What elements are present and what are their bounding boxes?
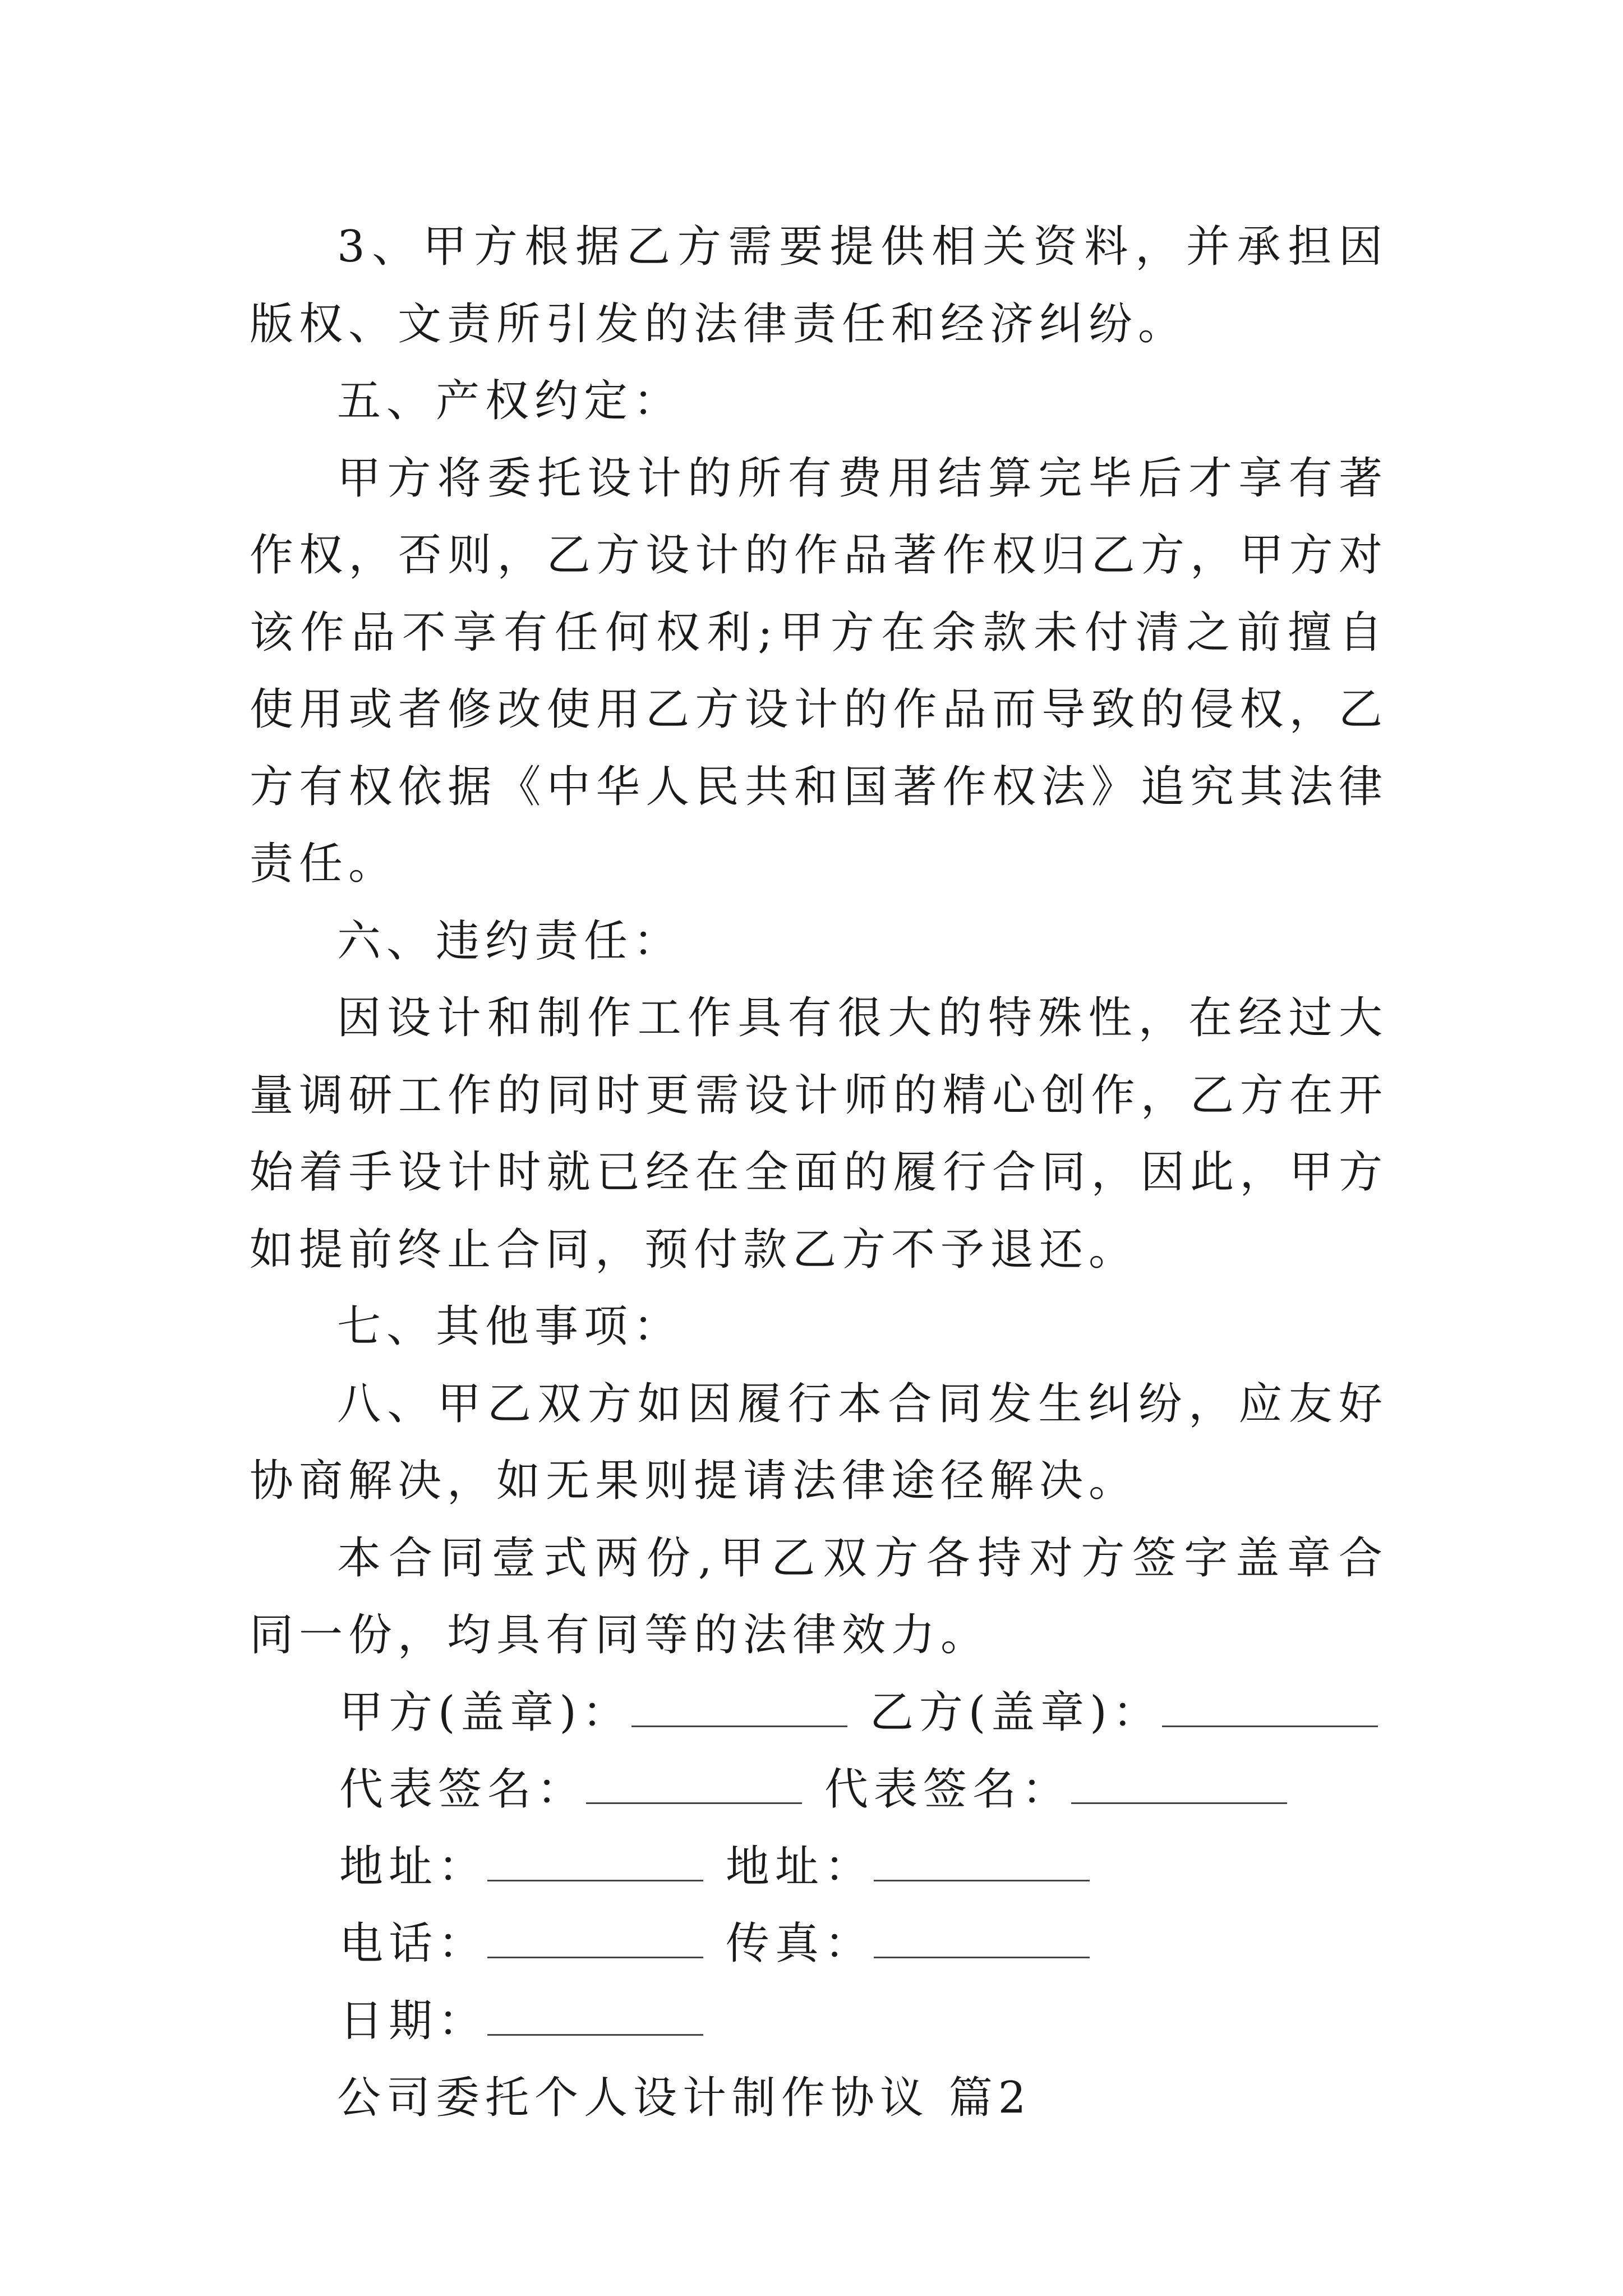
rep-a-label: 代表签名： bbox=[339, 1764, 587, 1815]
party-b-seal-label: 乙方(盖章)： bbox=[869, 1687, 1162, 1738]
heading-property-rights: 五、产权约定： bbox=[337, 376, 683, 426]
signature-row-date bbox=[339, 1983, 1388, 2060]
date-label: 日期： bbox=[339, 1995, 488, 2046]
address-a-blank bbox=[487, 1846, 703, 1881]
party-a-seal-blank bbox=[631, 1692, 847, 1727]
next-section-title: 公司委托个人设计制作协议 篇2 bbox=[337, 2073, 1032, 2123]
fax-label: 传真： bbox=[726, 1918, 874, 1969]
paragraph-clause-3: 3、甲方根据乙方需要提供相关资料，并承担因版权、文责所引发的法律责任和经济纠纷。 bbox=[250, 222, 1388, 349]
rep-b-blank bbox=[1071, 1769, 1287, 1804]
paragraph-property-rights: 甲方将委托设计的所有费用结算完毕后才享有著作权，否则，乙方设计的作品著作权归乙方，甲方对该作品不享有任何权利;甲方在余款未付清之前擅自使用或者修改使用乙方设计的作品而导致的侵权，乙方有权依据《中华人民共和国著作权法》追究其法律责任。 bbox=[250, 453, 1388, 889]
signature-row-address bbox=[339, 1829, 1388, 1906]
address-b-blank bbox=[874, 1846, 1090, 1881]
heading-liability: 六、违约责任： bbox=[337, 915, 683, 967]
phone-label: 电话： bbox=[339, 1918, 488, 1969]
address-b-label: 地址： bbox=[726, 1841, 874, 1892]
paragraph-copies: 本合同壹式两份,甲乙双方各持对方签字盖章合同一份，均具有同等的法律效力。 bbox=[250, 1533, 1388, 1660]
phone-blank bbox=[487, 1923, 703, 1958]
paragraph-liability: 因设计和制作工作具有很大的特殊性，在经过大量调研工作的同时更需设计师的精心创作，乙方在开始着手设计时就已经在全面的履行合同，因此，甲方如提前终止合同，预付款乙方不予退还。 bbox=[250, 993, 1388, 1275]
party-b-seal-blank bbox=[1162, 1692, 1378, 1727]
signature-row-contact bbox=[339, 1906, 1388, 1983]
rep-b-label: 代表签名： bbox=[824, 1764, 1072, 1815]
heading-other-matters: 七、其他事项： bbox=[337, 1301, 683, 1352]
party-a-seal-label: 甲方(盖章)： bbox=[339, 1687, 631, 1738]
address-a-label: 地址： bbox=[339, 1841, 488, 1892]
fax-blank bbox=[874, 1923, 1090, 1958]
rep-a-blank bbox=[586, 1769, 802, 1804]
paragraph-dispute: 八、甲乙双方如因履行本合同发生纠纷，应友好协商解决，如无果则提请法律途径解决。 bbox=[250, 1378, 1388, 1506]
signature-row-seal bbox=[339, 1674, 1388, 1752]
signature-row-representative bbox=[339, 1751, 1388, 1829]
date-blank bbox=[487, 2000, 703, 2036]
document-body bbox=[250, 209, 1388, 2137]
